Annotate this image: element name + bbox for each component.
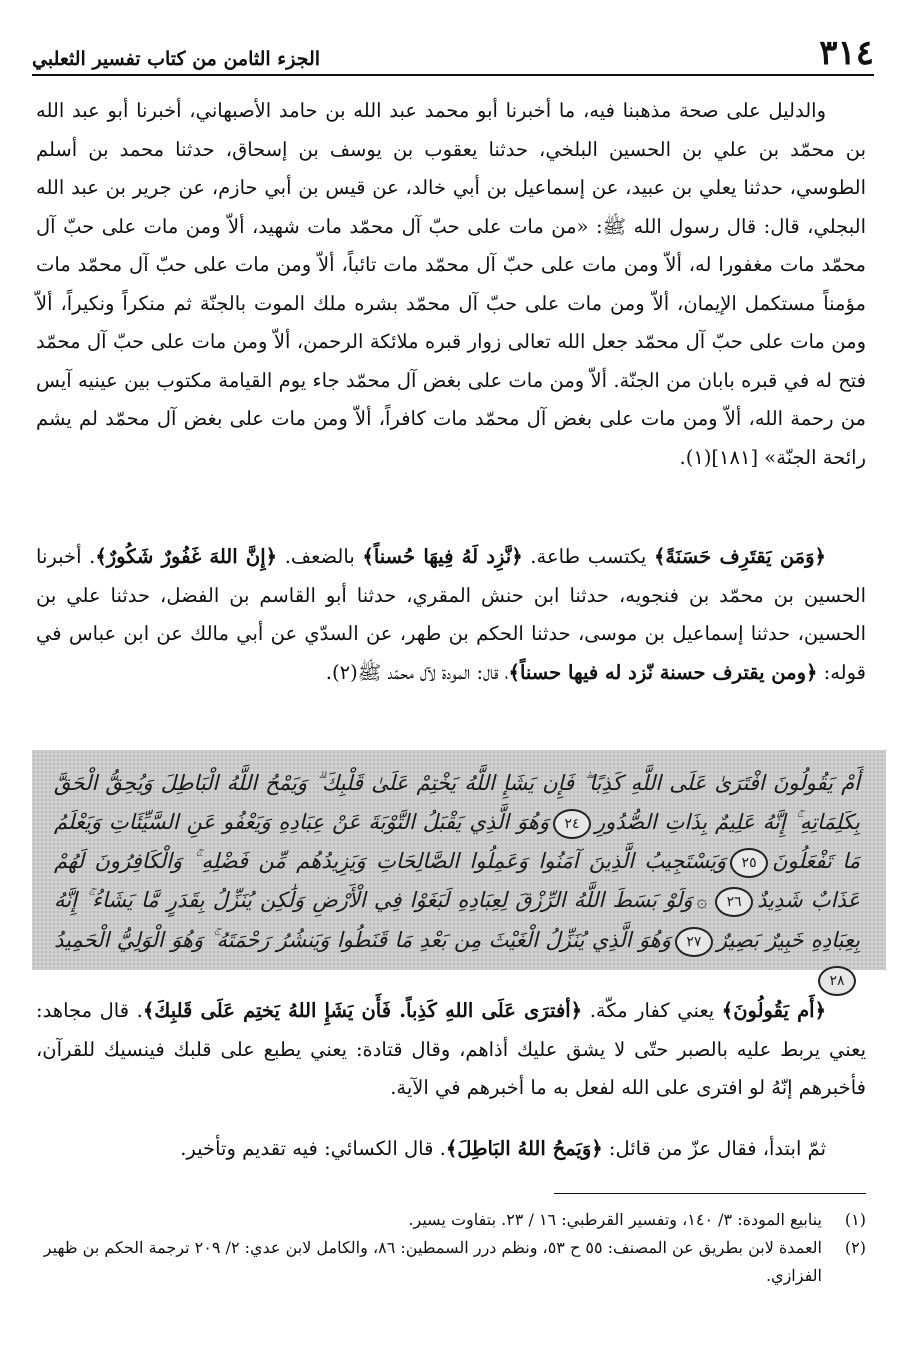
paragraph-commentary-3	[36, 1130, 866, 1169]
footnote-item	[36, 1206, 866, 1234]
paragraph-commentary-1	[36, 538, 866, 692]
verse-text: وَلَوْ بَسَطَ اللَّهُ الرِّزْقَ لِعِبَادِهِ لَبَغَوْا فِي الْأَرْضِ وَلَٰكِن يُنَزِّلُ بِقَدَرٍ مَّا يَشَاءُ ۚ إِنَّهُ بِعِبَادِهِ خَبِيرٌ بَصِيرٌ	[54, 888, 860, 952]
verse-quote: ﴿وَيَمحُ اللهُ البَاطِلَ﴾	[445, 1137, 603, 1160]
footnote-item	[36, 1234, 866, 1290]
footnote-number: (٢)	[844, 1238, 866, 1257]
verse-quote: ﴿أَم يَقُولُونَ﴾	[721, 999, 826, 1022]
ayah-number-mark: ٢٨	[818, 966, 856, 996]
verse-text: وَهُوَ الَّذِي يَقْبَلُ التَّوْبَةَ عَنْ عِبَادِهِ وَيَعْفُو عَنِ السَّيِّئَاتِ وَيَعْلَمُ مَا تَفْعَلُونَ	[54, 810, 860, 873]
paragraph-3-text	[36, 992, 866, 1108]
paragraph-commentary-2	[36, 992, 866, 1108]
footnote-text: ينابيع المودة: ٣/ ١٤٠، وتفسير القرطبي: ١٦ / ٢٣. بتفاوت يسير.	[408, 1210, 822, 1229]
verse-quote: ﴿ومن يقترف حسنة نّزد له فيها حسناً﴾	[508, 660, 818, 684]
book-title: الجزء الثامن من كتاب تفسير الثعلبي	[32, 48, 321, 70]
hizb-star-icon: ۞	[696, 891, 708, 912]
paragraph-4-text	[36, 1130, 866, 1169]
ayah-number-mark: ٢٧	[675, 927, 713, 957]
ayah-number-mark: ٢٤	[553, 809, 591, 839]
commentary-text: يعني كفار مكّة.	[582, 999, 722, 1022]
verse-text: أَمْ يَقُولُونَ افْتَرَىٰ عَلَى اللَّهِ كَذِبًا ۖ فَإِن يَشَإِ اللَّهُ يَخْتِمْ عَلَىٰ قَلْبِكَ ۗ وَيَمْحُ اللَّهُ الْبَاطِلَ وَيُحِقُّ الْحَقَّ بِكَلِمَاتِهِ ۚ إِنَّهُ عَلِيمٌ بِذَاتِ الصُّدُورِ	[54, 771, 860, 834]
footnote-divider	[554, 1193, 866, 1194]
commentary-text: . قال الكسائي: فيه تقديم وتأخير.	[180, 1137, 446, 1160]
verse-text: وَيَسْتَجِيبُ الَّذِينَ آمَنُوا وَعَمِلُوا الصَّالِحَاتِ وَيَزِيدُهُم مِّن فَضْلِهِ ۚ وَالْكَافِرُونَ لَهُمْ عَذَابٌ شَدِيدٌ	[54, 849, 860, 912]
paragraph-hadith	[36, 92, 866, 477]
paragraph-1-text: والدليل على صحة مذهبنا فيه، ما أخبرنا أبو محمد عبد الله بن حامد الأصبهاني، أخبرنا أبو عبد الله بن محمّد بن علي بن الحسين البلخي، حدثنا يعقوب بن يوسف بن إسحاق، حدثنا محمد بن أسلم الطوسي، حدثنا يعلي بن عبيد، عن إسماعيل بن أبي خالد، عن قيس بن أبي حازم، عن جرير بن عبد الله البجلي، قال: قال رسول الله ﷺ: «من مات على حبّ آل محمّد مات شهيد، ألاّ ومن مات على حبّ آل محمّد مات مغفورا له، ألاّ ومن مات على حبّ آل محمّد مات تائباً، ألاّ ومن مات على حبّ آل محمّد مات مؤمناً مستكمل الإيمان، ألاّ ومن مات على حبّ آل محمّد بشره ملك الموت بالجنّة ثم منكراً ونكيراً، ألاّ ومن مات على حبّ آل محمّد جعل الله تعالى زوار قبره ملائكة الرحمن، ألاّ ومن مات على حبّ آل محمّد فتح له في قبره بابان من الجنّة. ألاّ ومن مات على بغض آل محمّد جاء يوم القيامة مكتوب بين عينيه آيس من رحمة الله، ألاّ ومن مات على بغض آل محمّد مات كافراً، ألاّ ومن مات على بغض آل محمّد لم يشم رائحة الجنّة» [١٨١](١).	[36, 99, 866, 469]
verse-text: وَهُوَ الَّذِي يُنَزِّلُ الْغَيْثَ مِن بَعْدِ مَا قَنَطُوا وَيَنشُرُ رَحْمَتَهُ ۚ وَهُوَ الْوَلِيُّ الْحَمِيدُ	[54, 928, 671, 952]
quran-verses-box	[32, 750, 886, 989]
footnote-text: العمدة لابن بطريق عن المصنف: ٥٥ ح ٥٣، ونظم درر السمطين: ٨٦، والكامل لابن عدي: ٢/ ٢٠٩ ترجمة الحكم بن ظهير الفزازي.	[43, 1238, 822, 1285]
commentary-text: ، قال: المودة لآل محمّد ﷺ(٢).	[325, 660, 509, 684]
ayah-number-mark: ٢٦	[715, 887, 753, 917]
footnote-number: (١)	[844, 1210, 866, 1229]
commentary-text: . قال مجاهد: يعني يربط عليه بالصبر حتّى لا يشق عليك أذاهم، وقال قتادة: يعني يطبع على قلبك فينسيك للقرآن، فأخبرهم إنّهُ لو افترى على الله لفعل به ما أخبرهم في الآية.	[36, 999, 866, 1099]
commentary-text: . أخبرنا الحسين بن محمّد بن فنجويه، حدثنا ابن حنش المقري، حدثنا أبو القاسم بن الفضل، حدثنا علي بن الحسين، حدثنا إسماعيل بن موسى، حدثنا الحكم بن طهر، عن السدّي عن أبي مالك عن ابن عباس في قوله:	[36, 545, 866, 684]
ayah-number-mark: ٢٥	[730, 848, 768, 878]
paragraph-2-text	[36, 538, 866, 692]
page-number: ٣١٤	[819, 33, 874, 73]
verse-quote: ﴿إِنَّ اللهَ غَفُورٌ شَكُورٌ﴾	[95, 545, 278, 568]
quran-verses-text	[54, 764, 860, 999]
commentary-text: ثمّ ابتدأ، فقال عزّ من قائل:	[602, 1137, 826, 1160]
footnotes	[36, 1206, 866, 1290]
verse-quote: ﴿وَمَن يَقتَرِف حَسَنَةً﴾	[653, 545, 826, 568]
commentary-text: يكتسب طاعة.	[522, 545, 654, 568]
verse-quote: ﴿نَّزِد لَهُ فِيهَا حُسناً﴾	[362, 545, 523, 568]
verse-quote: ﴿أفترَى عَلَى اللهِ كَذِباً. فَأَن يَشَإِ اللهُ يَختِم عَلَى قَلبِكَ﴾	[142, 999, 583, 1022]
page-header	[32, 28, 874, 76]
commentary-text: بالضعف.	[277, 545, 363, 568]
